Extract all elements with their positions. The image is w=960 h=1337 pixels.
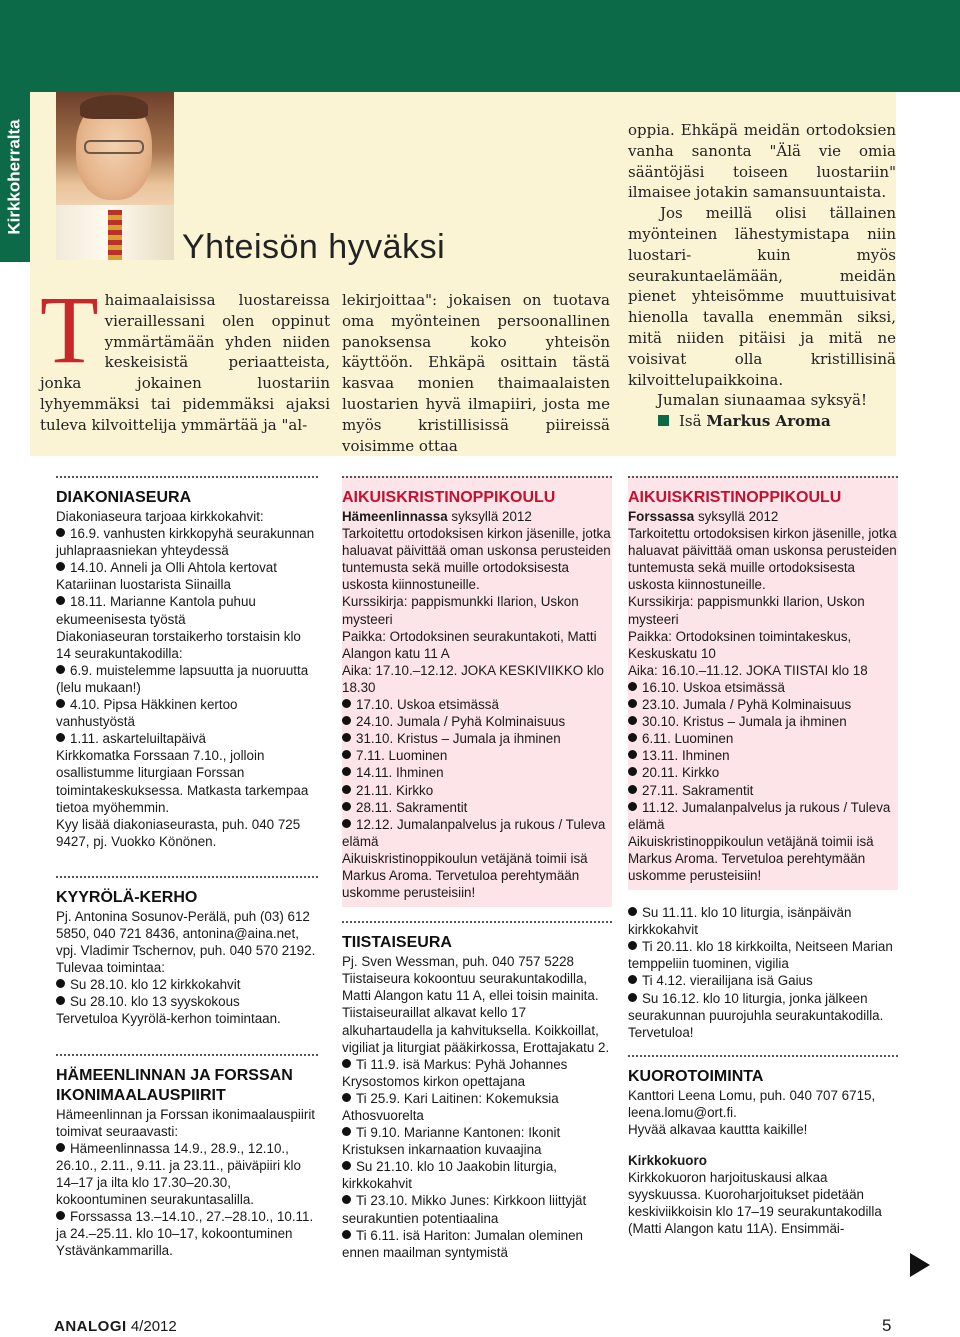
list-item-text: Paikka: Ortodoksinen seurakuntakoti, Matti Alangon katu 11 A xyxy=(342,628,597,661)
list-item xyxy=(628,525,898,593)
aikuis-hml-list xyxy=(342,525,612,901)
column-2 xyxy=(342,476,612,1261)
kuoro-title: KUOROTOIMINTA xyxy=(628,1067,764,1085)
list-item-text: Hämeenlinnan ja Forssan ikonimaalauspiirit toimivat seuraavasti: xyxy=(56,1106,316,1139)
list-item xyxy=(628,628,898,662)
aikuis-hml-title: AIKUISKRISTINOPPIKOULU xyxy=(342,489,556,506)
column-1 xyxy=(56,476,318,1259)
diakonia-title: DIAKONIASEURA xyxy=(56,489,192,506)
article-headline: Yhteisön hyväksi xyxy=(182,228,446,266)
bullet-dot-icon xyxy=(628,993,637,1002)
list-item-text: 14.11. Ihminen xyxy=(356,765,444,781)
list-item-text: 4.10. Pipsa Häkkinen kertoo vanhustyöstä xyxy=(56,697,238,730)
list-item-text: 28.11. Sakramentit xyxy=(356,799,468,815)
list-item-text: Pj. Antonina Sosunov-Perälä, puh (03) 612 5850, 040 721 8436, antonina@aina.net, vpj. Vladimir Tschernov, puh. 040 570 2192. xyxy=(56,908,316,959)
list-item xyxy=(628,1121,898,1138)
list-item xyxy=(56,593,318,627)
list-item-text: 23.10. Jumala / Pyhä Kolminaisuus xyxy=(642,697,852,713)
list-item-text: Su 28.10. klo 12 kirkkokahvit xyxy=(70,977,241,993)
list-item-text: 1.11. askarteluiltapäivä xyxy=(70,731,206,747)
list-item-text: Aika: 17.10.–12.12. JOKA KESKIVIIKKO klo 18.30 xyxy=(342,662,605,695)
bullet-dot-icon xyxy=(342,1195,351,1204)
list-item xyxy=(56,696,318,730)
drop-cap: T xyxy=(40,276,99,383)
list-item xyxy=(342,816,612,850)
intro-text-3a: oppia. Ehkäpä meidän ortodoksien vanha sanonta "Älä vie omia sääntöjäsi toiseen luostariin" ilmaisee jotakin samansuuntaista. xyxy=(628,121,896,202)
list-item xyxy=(56,993,318,1010)
section-divider xyxy=(56,1054,318,1056)
list-item xyxy=(342,730,612,747)
intro-text-3b: Jos meillä olisi tällainen myönteinen lähestymistapa niin luostari- kuin myös seurakuntaelämään, meidän pienet yhteisömme muuttuisivat hienolla tavalla enemmän siksi, mitä niiden pitäisi ja mitä ne voisivat olla kristillisinä kilvoittelupaikkoina. xyxy=(628,204,896,389)
column-3 xyxy=(628,476,898,1238)
bullet-dot-icon xyxy=(56,733,65,742)
list-item-text: Kurssikirja: pappismunkki Ilarion, Uskon mysteeri xyxy=(628,594,865,627)
bullet-dot-icon xyxy=(56,996,65,1005)
bullet-dot-icon xyxy=(628,785,637,794)
list-item-text: Tulevaa toimintaa: xyxy=(56,960,165,976)
list-item xyxy=(628,764,898,781)
list-item xyxy=(342,525,612,593)
signature-prefix: Isä xyxy=(679,412,702,431)
list-item-text: Ti 23.10. Mikko Junes: Kirkkoon liittyjät seurakuntien potentiaalina xyxy=(342,1193,587,1226)
list-item xyxy=(56,1106,318,1140)
continue-arrow-icon xyxy=(910,1253,930,1277)
section-divider xyxy=(56,876,318,878)
list-item-text: Kirkkomatka Forssaan 7.10., jolloin osallistumme liturgiaan Forssan toimintakeskuksessa. Matkasta tarkempaa tietoa myöhemmin. xyxy=(56,748,309,815)
list-item-text: Kurssikirja: pappismunkki Ilarion, Uskon mysteeri xyxy=(342,594,579,627)
list-item-text: 31.10. Kristus – Jumala ja ihminen xyxy=(356,731,561,747)
bullet-dot-icon xyxy=(56,1211,65,1220)
list-item-text: Su 11.11. klo 10 liturgia, isänpäivän kirkkokahvit xyxy=(628,905,852,938)
section-divider xyxy=(628,476,898,478)
list-item-text: Tervetuloa! xyxy=(628,1024,694,1040)
list-item xyxy=(56,559,318,593)
list-item-text: Hyvää alkavaa kauttta kaikille! xyxy=(628,1122,808,1137)
magazine-issue: 4/2012 xyxy=(130,1318,177,1335)
list-item xyxy=(56,508,318,525)
ikoni-title-2: IKONIMAALAUSPIIRIT xyxy=(56,1086,226,1104)
bullet-dot-icon xyxy=(628,907,637,916)
bullet-dot-icon xyxy=(342,802,351,811)
list-item xyxy=(628,938,898,972)
list-item xyxy=(342,1192,612,1226)
bullet-dot-icon xyxy=(342,699,351,708)
list-item xyxy=(342,593,612,627)
kirkkokuoro-text: Kirkkokuoron harjoituskausi alkaa syyskuussa. Kuoroharjoitukset pidetään keskiviikkoisin klo 17–19 seurakuntakodilla (Matti Alangon katu 11A). Ensimmäi- xyxy=(628,1170,882,1237)
list-item xyxy=(342,953,612,1056)
aikuis-hml-place-rest: syksyllä 2012 xyxy=(447,509,532,524)
bullet-dot-icon xyxy=(342,733,351,742)
bullet-dot-icon xyxy=(342,750,351,759)
list-item xyxy=(342,696,612,713)
list-item xyxy=(56,816,318,850)
side-tab-label: Kirkkoherralta xyxy=(5,119,24,235)
list-item-text: 24.10. Jumala / Pyhä Kolminaisuus xyxy=(356,714,566,730)
list-item-text: Pj. Sven Wessman, puh. 040 757 5228 Tiistaiseura kokoontuu seurakuntakodilla, Matti Alangon katu 11 A, ellei toisin mainita. Tiistaiseuraillat alkavat kello 17 alkuhartaudella ja kahvituksella. Koikkoillat, vigiliat ja liturgiat pääkirkossa, Erottajakatu 2. xyxy=(342,954,610,1055)
list-item-text: Paikka: Ortodoksinen toimintakeskus, Keskuskatu 10 xyxy=(628,628,852,661)
bullet-dot-icon xyxy=(56,596,65,605)
list-item-text: 6.9. muistelemme lapsuutta ja nuoruutta (lelu mukaan!) xyxy=(56,662,309,695)
bullet-dot-icon xyxy=(628,682,637,691)
list-item xyxy=(628,747,898,764)
list-item-text: 7.11. Luominen xyxy=(356,748,448,764)
tiistai-title: TIISTAISEURA xyxy=(342,934,452,952)
aikuis-forssa-place-rest: syksyllä 2012 xyxy=(694,509,779,524)
intro-column-2 xyxy=(342,290,610,456)
list-item xyxy=(628,904,898,938)
tiistai-list xyxy=(342,953,612,1261)
bullet-dot-icon xyxy=(56,665,65,674)
list-item-text: 13.11. Ihminen xyxy=(642,748,730,764)
aikuis-hml-place: Hämeenlinnassa xyxy=(342,509,448,524)
signature-square-icon xyxy=(658,415,669,426)
list-item-text: Ti 4.12. vierailijana isä Gaius xyxy=(642,973,813,989)
list-item-text: 30.10. Kristus – Jumala ja ihminen xyxy=(642,714,847,730)
intro-text-1: haimaalaisissa luostareissa vieraillessani olen oppinut ymmärtämään yhden niiden keskeisistä periaatteista, jonka jokainen luostariin lyhyemmäksi tai pidemmäksi ajaksi tuleva kilvoittelija ymmärtää ja "al- xyxy=(40,291,330,434)
page-number: 5 xyxy=(882,1316,892,1335)
portrait-glasses xyxy=(84,140,144,154)
list-item xyxy=(628,593,898,627)
aikuis-forssa-list xyxy=(628,525,898,884)
intro-column-1 xyxy=(40,276,330,436)
list-item xyxy=(56,1140,318,1208)
list-item xyxy=(628,972,898,989)
kyyrola-title: KYYRÖLÄ-KERHO xyxy=(56,888,198,906)
list-item-text: Aika: 16.10.–11.12. JOKA TIISTAI klo 18 xyxy=(628,662,868,678)
bullet-dot-icon xyxy=(628,699,637,708)
bullet-dot-icon xyxy=(628,802,637,811)
signature-name: Markus Aroma xyxy=(706,412,831,431)
list-item-text: Hämeenlinnassa 14.9., 28.9., 12.10., 26.10., 2.11., 9.11. ja 23.11., päiväpiiri klo 14–17 ja ilta klo 17.30–20.30, kokoontuminen seurakuntasalilla. xyxy=(56,1140,301,1207)
kirkkokuoro-title: Kirkkokuoro xyxy=(628,1153,707,1169)
list-item xyxy=(342,799,612,816)
magazine-name: ANALOGI xyxy=(54,1318,127,1335)
aikuis-forssa-box xyxy=(628,476,898,890)
side-tab-label-wrap xyxy=(0,92,30,262)
bullet-dot-icon xyxy=(56,562,65,571)
section-divider xyxy=(628,1055,898,1057)
list-item-text: 14.10. Anneli ja Olli Ahtola kertovat Katariinan luostarista Siinailla xyxy=(56,560,277,593)
list-item xyxy=(56,908,318,959)
list-item-text: 12.12. Jumalanpalvelus ja rukous / Tuleva elämä xyxy=(342,816,606,849)
list-item xyxy=(342,662,612,696)
bullet-dot-icon xyxy=(342,1127,351,1136)
list-item-text: 27.11. Sakramentit xyxy=(642,782,754,798)
list-item-text: 20.11. Kirkko xyxy=(642,765,720,781)
list-item xyxy=(628,662,898,679)
intro-text-2: lekirjoittaa": jokaisen on tuotava oma myönteinen persoonallinen panoksensa koko yhteisön käyttöön. Ehkäpä osittain tästä kasvaa monien thaimaalaisten luostarien hyvä ilmapiiri, josta me myös kristillisissä piireissä voisimme ottaa xyxy=(342,291,610,455)
list-item-text: Su 16.12. klo 10 liturgia, jonka jälkeen seurakunnan puurojuhla seurakuntakodilla. xyxy=(628,990,884,1023)
list-item-text: Aikuiskristinoppikoulun vetäjänä toimii isä Markus Aroma. Tervetuloa perehtymään uskomme perusteisiin! xyxy=(342,850,588,901)
list-item-text: Forssassa 13.–14.10., 27.–28.10., 10.11. ja 24.–25.11. klo 10–17, kokoontuminen Ystävänkammarilla. xyxy=(56,1209,314,1259)
ikoni-list xyxy=(56,1106,318,1260)
list-item-text: Ti 11.9. isä Markus: Pyhä Johannes Krysostomos kirkon opettajana xyxy=(342,1056,568,1089)
aikuis-hml-box xyxy=(342,476,612,907)
closing-greeting: Jumalan siunaamaa syksyä! xyxy=(657,391,867,410)
list-item-text: 21.11. Kirkko xyxy=(356,782,434,798)
kuoro-list xyxy=(628,1087,898,1138)
list-item-text: 16.9. vanhusten kirkkopyhä seurakunnan juhlapraasniekan yhteydessä xyxy=(56,526,315,559)
list-item-text: Tarkoitettu ortodoksisen kirkon jäsenille, jotka haluavat päivittää oman uskonsa perusteiden tuntemusta sekä muille ortodoksisesta uskosta kiinnostuneille. xyxy=(628,526,897,593)
list-item xyxy=(628,713,898,730)
list-item-text: Diakoniaseura tarjoaa kirkkokahvit: xyxy=(56,509,264,524)
list-item-text: 18.11. Marianne Kantola puhuu ekumeenisesta työstä xyxy=(56,594,256,627)
bullet-dot-icon xyxy=(628,733,637,742)
list-item xyxy=(342,1056,612,1090)
list-item-text: Su 28.10. klo 13 syyskokous xyxy=(70,994,240,1010)
list-item xyxy=(342,1090,612,1124)
bullet-dot-icon xyxy=(342,785,351,794)
list-item-text: Kanttori Leena Lomu, puh. 040 707 6715, leena.lomu@ort.fi. xyxy=(628,1087,876,1120)
list-item-text: Ti 25.9. Kari Laitinen: Kokemuksia Athosvuorelta xyxy=(342,1090,559,1123)
list-item-text: 16.10. Uskoa etsimässä xyxy=(642,679,785,695)
portrait-robe-trim xyxy=(108,210,122,260)
list-item xyxy=(56,1010,318,1027)
bullet-dot-icon xyxy=(342,767,351,776)
intro-column-3 xyxy=(628,120,896,432)
aikuis-forssa-title: AIKUISKRISTINOPPIKOULU xyxy=(628,489,842,506)
top-color-bar xyxy=(0,0,960,92)
list-item-text: Kyy lisää diakoniaseurasta, puh. 040 725 9427, pj. Vuokko Könönen. xyxy=(56,816,301,849)
list-item xyxy=(628,1087,898,1121)
section-divider xyxy=(56,476,318,478)
bullet-dot-icon xyxy=(342,716,351,725)
bullet-dot-icon xyxy=(628,716,637,725)
list-item xyxy=(342,1158,612,1192)
list-item xyxy=(56,959,318,976)
list-item xyxy=(342,628,612,662)
signature xyxy=(628,411,896,432)
list-item xyxy=(56,662,318,696)
list-item-text: 17.10. Uskoa etsimässä xyxy=(356,697,499,713)
list-item xyxy=(628,1024,898,1041)
list-item xyxy=(628,730,898,747)
bullet-dot-icon xyxy=(342,1230,351,1239)
bullet-dot-icon xyxy=(56,699,65,708)
list-item xyxy=(628,782,898,799)
list-item-text: 6.11. Luominen xyxy=(642,731,734,747)
bullet-dot-icon xyxy=(628,975,637,984)
section-divider xyxy=(342,476,612,478)
bullet-dot-icon xyxy=(56,1143,65,1152)
list-item-text: Su 21.10. klo 10 Jaakobin liturgia, kirkkokahvit xyxy=(342,1159,557,1192)
list-item xyxy=(342,713,612,730)
list-item-text: Tervetuloa Kyyrölä-kerhon toimintaan. xyxy=(56,1011,281,1027)
list-item xyxy=(628,833,898,884)
aikuis-forssa-place-line xyxy=(628,508,898,525)
list-item-text: Diakoniaseuran torstaikerho torstaisin klo 14 seurakuntakodilla: xyxy=(56,628,301,661)
list-item xyxy=(342,1124,612,1158)
section-divider xyxy=(342,921,612,923)
list-item xyxy=(628,679,898,696)
bullet-dot-icon xyxy=(628,767,637,776)
list-item-text: Ti 20.11. klo 18 kirkkoilta, Neitseen Marian temppeliin tuominen, vigilia xyxy=(628,939,893,972)
aikuis-hml-place-line xyxy=(342,508,612,525)
diakonia-list xyxy=(56,508,318,850)
list-item-text: Aikuiskristinoppikoulun vetäjänä toimii isä Markus Aroma. Tervetuloa perehtymään uskomme perusteisiin! xyxy=(628,833,874,883)
list-item-text: Ti 9.10. Marianne Kantonen: Ikonit Kristuksen inkarnaation kuvaajina xyxy=(342,1125,561,1158)
list-item xyxy=(56,976,318,993)
aikuis-forssa-place: Forssassa xyxy=(628,509,695,524)
list-item xyxy=(56,1208,318,1259)
bullet-dot-icon xyxy=(56,528,65,537)
list-item xyxy=(342,1227,612,1261)
list-item-text: Tarkoitettu ortodoksisen kirkon jäsenille, jotka haluavat päivittää oman uskonsa perusteiden tuntemusta sekä muille ortodoksisesta uskosta kiinnostuneille. xyxy=(342,526,611,593)
forssa-extra-list xyxy=(628,904,898,1041)
kyyrola-list xyxy=(56,908,318,1028)
list-item-text: 11.12. Jumalanpalvelus ja rukous / Tuleva elämä xyxy=(628,799,891,832)
portrait-hair xyxy=(80,95,148,119)
list-item xyxy=(56,747,318,815)
bullet-dot-icon xyxy=(628,750,637,759)
footer-magazine xyxy=(54,1318,177,1335)
bullet-dot-icon xyxy=(628,941,637,950)
list-item-text: Ti 6.11. isä Hariton: Jumalan oleminen ennen maailman syntymistä xyxy=(342,1227,584,1260)
list-item xyxy=(342,747,612,764)
ikoni-title-1: HÄMEENLINNAN JA FORSSAN xyxy=(56,1066,293,1084)
list-item xyxy=(56,525,318,559)
list-item xyxy=(628,799,898,833)
bullet-dot-icon xyxy=(342,819,351,828)
list-item xyxy=(342,782,612,799)
bullet-dot-icon xyxy=(342,1161,351,1170)
list-item xyxy=(56,730,318,747)
list-item xyxy=(342,850,612,901)
bullet-dot-icon xyxy=(342,1059,351,1068)
list-item xyxy=(628,696,898,713)
bullet-dot-icon xyxy=(56,979,65,988)
bullet-dot-icon xyxy=(342,1093,351,1102)
list-item xyxy=(628,990,898,1024)
list-item xyxy=(56,628,318,662)
list-item xyxy=(342,764,612,781)
